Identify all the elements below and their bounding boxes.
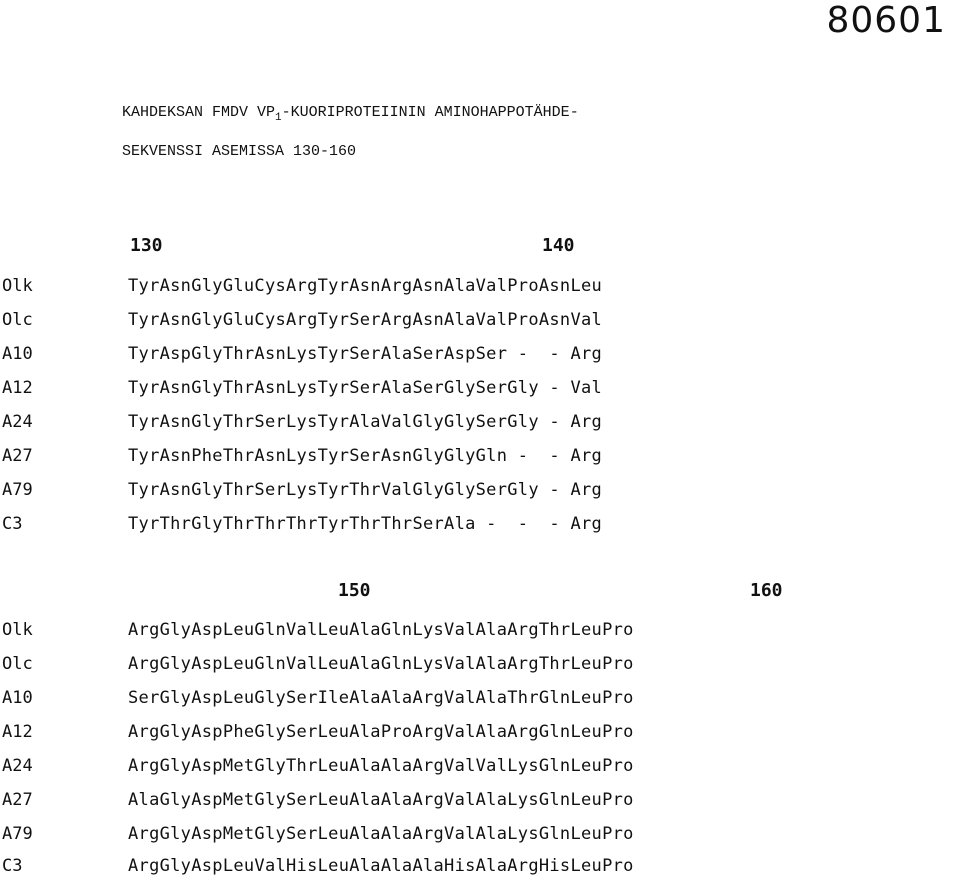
row-label: A27 [2, 790, 33, 810]
sequence-row: TyrAsnGlyGluCysArgTyrSerArgAsnAlaValProAsnVal [128, 310, 603, 330]
sequence-row: TyrAsnPheThrAsnLysTyrSerAsnGlyGlyGln - - Arg [128, 446, 603, 466]
sequence-row: ArgGlyAspLeuGlnValLeuAlaGlnLysValAlaArgThrLeuPro [128, 620, 634, 640]
sequence-row: ArgGlyAspMetGlyThrLeuAlaAlaArgValValLysGlnLeuPro [128, 756, 634, 776]
row-label: A10 [2, 688, 33, 708]
row-label: A79 [2, 824, 33, 844]
sequence-row: TyrAsnGlyThrAsnLysTyrSerAlaSerGlySerGly - Val [128, 378, 603, 398]
row-label: A24 [2, 412, 33, 432]
position-marker-130: 130 [130, 235, 163, 256]
row-label: A27 [2, 446, 33, 466]
row-label: Olk [2, 620, 33, 640]
position-marker-160: 160 [750, 580, 783, 601]
row-label: A12 [2, 722, 33, 742]
row-label: A79 [2, 480, 33, 500]
title-prefix: KAHDEKSAN FMDV VP [122, 104, 276, 121]
position-marker-150: 150 [338, 580, 371, 601]
title-line-1 [122, 96, 579, 135]
row-label: C3 [2, 514, 23, 534]
sequence-row: ArgGlyAspPheGlySerLeuAlaProArgValAlaArgGlnLeuPro [128, 722, 634, 742]
row-label: Olk [2, 276, 33, 296]
sequence-row: TyrThrGlyThrThrThrTyrThrThrSerAla - - - Arg [128, 514, 603, 534]
page-number: 80601 [826, 0, 946, 41]
title-subscript: 1 [275, 112, 282, 124]
sequence-row: ArgGlyAspLeuValHisLeuAlaAlaAlaHisAlaArgHisLeuPro [128, 856, 634, 876]
sequence-row: ArgGlyAspMetGlySerLeuAlaAlaArgValAlaLysGlnLeuPro [128, 824, 634, 844]
sequence-row: SerGlyAspLeuGlySerIleAlaAlaArgValAlaThrGlnLeuPro [128, 688, 634, 708]
row-label: A12 [2, 378, 33, 398]
title-suffix: -KUORIPROTEIININ AMINOHAPPOTÄHDE- [281, 104, 579, 121]
position-marker-140: 140 [542, 235, 575, 256]
sequence-row: AlaGlyAspMetGlySerLeuAlaAlaArgValAlaLysGlnLeuPro [128, 790, 634, 810]
sequence-row: TyrAsnGlyThrSerLysTyrAlaValGlyGlySerGly - Arg [128, 412, 603, 432]
row-label: Olc [2, 654, 33, 674]
sequence-row: ArgGlyAspLeuGlnValLeuAlaGlnLysValAlaArgThrLeuPro [128, 654, 634, 674]
row-label: Olc [2, 310, 33, 330]
row-label: C3 [2, 856, 23, 876]
sequence-row: TyrAspGlyThrAsnLysTyrSerAlaSerAspSer - - Arg [128, 344, 603, 364]
row-label: A10 [2, 344, 33, 364]
title-line-2: SEKVENSSI ASEMISSA 130-160 [122, 143, 357, 160]
sequence-row: TyrAsnGlyThrSerLysTyrThrValGlyGlySerGly - Arg [128, 480, 603, 500]
sequence-row: TyrAsnGlyGluCysArgTyrAsnArgAsnAlaValProAsnLeu [128, 276, 603, 296]
row-label: A24 [2, 756, 33, 776]
document-title [122, 96, 579, 168]
